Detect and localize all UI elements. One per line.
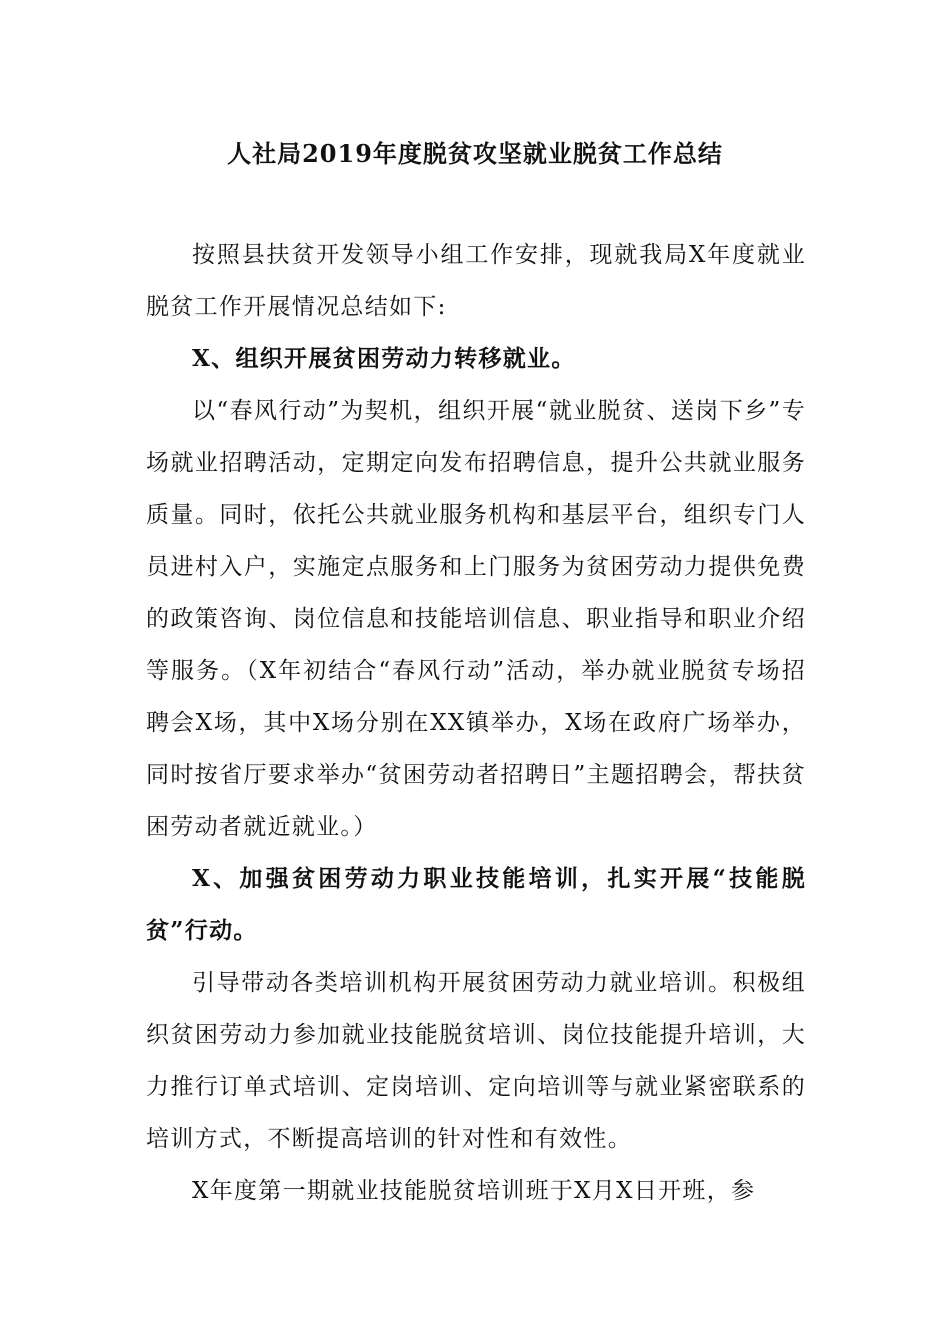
section-2-paragraph-continued: X年度第一期就业技能脱贫培训班于X月X日开班，参	[192, 1178, 756, 1204]
section-heading-2: X、加强贫困劳动力职业技能培训，扎实开展“技能脱贫”行动。	[146, 865, 806, 944]
document-body	[146, 229, 806, 1217]
section-1-paragraph: 以“春风行动”为契机，组织开展“就业脱贫、送岗下乡”专场就业招聘活动，定期定向发布招聘信息，提升公共就业服务质量。同时，依托公共就业服务机构和基层平台，组织专门人员进村入户，实施定点服务和上门服务为贫困劳动力提供免费的政策咨询、岗位信息和技能培训信息、职业指导和职业介绍等服务。（X年初结合“春风行动”活动，举办就业脱贫专场招聘会X场，其中X场分别在XX镇举办，X场在政府广场举办，同时按省厅要求举办“贫困劳动者招聘日”主题招聘会，帮扶贫困劳动者就近就业。）	[146, 398, 806, 840]
document-title: 人社局2019年度脱贫攻坚就业脱贫工作总结	[227, 139, 723, 168]
section-2-paragraph: 引导带动各类培训机构开展贫困劳动力就业培训。积极组织贫困劳动力参加就业技能脱贫培训、岗位技能提升培训，大力推行订单式培训、定岗培训、定向培训等与就业紧密联系的培训方式，不断提高培训的针对性和有效性。	[146, 970, 806, 1152]
intro-paragraph: 按照县扶贫开发领导小组工作安排，现就我局X年度就业脱贫工作开展情况总结如下:	[146, 242, 806, 320]
section-heading-1: X、组织开展贫困劳动力转移就业。	[192, 345, 576, 372]
